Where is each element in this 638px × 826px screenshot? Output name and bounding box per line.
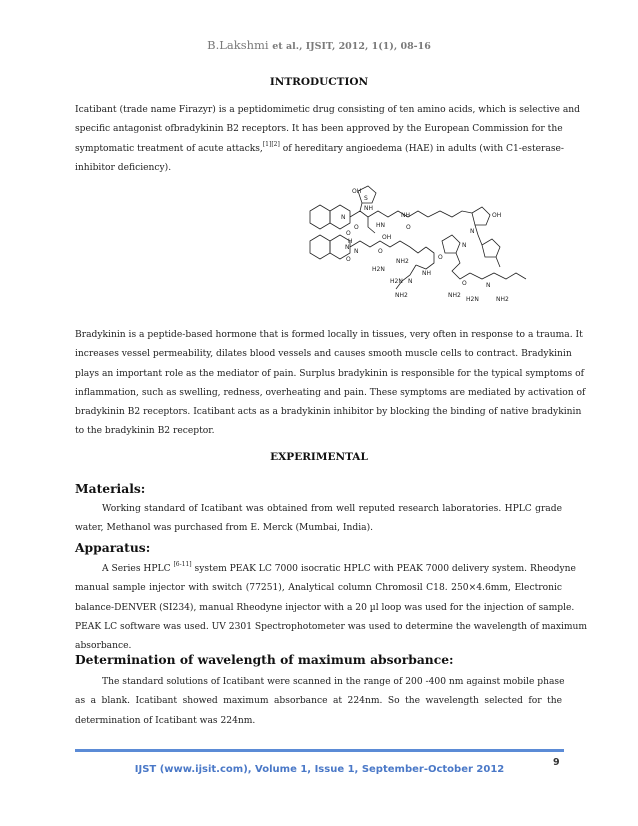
bradykinin-paragraph xyxy=(75,326,586,442)
molecule-label: NH xyxy=(422,270,431,277)
bradykinin-line: plays an important role as the mediator of pain. Surplus bradykinin is responsible for the typical symptoms of xyxy=(75,368,584,379)
molecule-label: NH2 xyxy=(496,296,509,303)
page-number: 9 xyxy=(553,757,560,768)
materials-paragraph xyxy=(75,500,562,539)
molecule-label: N xyxy=(462,242,467,249)
bradykinin-line: increases vessel permeability, dilates blood vessels and causes smooth muscle cells to contract. Bradykinin xyxy=(75,349,572,360)
apparatus-line: absorbance. xyxy=(75,641,132,652)
wavelength-heading: Determination of wavelength of maximum absorbance: xyxy=(75,652,454,667)
bradykinin-line: Bradykinin is a peptide-based hormone that is formed locally in tissues, very often in response to a trauma. It xyxy=(75,330,583,340)
apparatus-line: A Series HPLC [6-11] system PEAK LC 7000 isocratic HPLC with PEAK 7000 delivery system. Rheodyne xyxy=(102,561,576,574)
apparatus-heading: Apparatus: xyxy=(75,540,151,555)
materials-line: Working standard of Icatibant was obtained from well reputed research laboratories. HPLC grade xyxy=(102,504,562,514)
intro-ref: [1][2] xyxy=(262,140,280,148)
intro-line: symptomatic treatment of acute attacks,[1][2] of hereditary angioedema (HAE) in adults (with C1-esterase- xyxy=(75,140,565,154)
bradykinin-line: to the bradykinin B2 receptor. xyxy=(75,426,215,437)
apparatus-ref: [6-11] xyxy=(173,561,192,568)
intro-paragraph xyxy=(75,101,581,178)
molecule-label: O xyxy=(346,256,351,263)
molecule-label: OH xyxy=(382,234,392,241)
molecule-label: O xyxy=(462,280,467,287)
molecule-label: N xyxy=(341,214,346,221)
molecule-label: N xyxy=(408,278,413,285)
intro-line: specific antagonist ofbradykinin B2 receptors. It has been approved by the European Commission for the xyxy=(75,124,563,135)
molecule-label: N xyxy=(345,244,350,251)
intro-line: inhibitor deficiency). xyxy=(75,162,172,173)
bradykinin-line: inflammation, such as swelling, redness, overheating and pain. These symptoms are mediated by activation of xyxy=(75,387,586,398)
apparatus-line: manual sample injector with switch (77251), Analytical column Chromosil C18. 250×4.6mm, Electronic xyxy=(75,583,562,594)
molecule-label: H2N xyxy=(466,296,479,303)
apparatus-line: balance-DENVER (SI234), manual Rheodyne injector with a 20 µl loop was used for the injection of sample. xyxy=(75,602,575,613)
header-citation: et al., IJSIT, 2012, 1(1), 08-16 xyxy=(272,41,431,52)
molecule-label: N xyxy=(470,228,475,235)
wavelength-line: determination of Icatibant was 224nm. xyxy=(75,715,256,726)
molecule-label: OH xyxy=(492,212,502,219)
molecule-label: NH2 xyxy=(395,292,408,299)
molecule-label: O xyxy=(438,254,443,261)
molecule-label: O xyxy=(354,224,359,231)
molecule-label: H xyxy=(348,238,353,245)
wavelength-line: The standard solutions of Icatibant were scanned in the range of 200 -400 nm against mobile phase xyxy=(102,677,565,687)
molecule-label: NH2 xyxy=(448,292,461,299)
introduction-title: INTRODUCTION xyxy=(269,76,369,88)
icatibant-structure-diagram xyxy=(300,183,540,313)
molecule-label: N xyxy=(486,282,491,289)
molecule-label: H2N xyxy=(390,278,403,285)
molecule-label: NH xyxy=(401,212,410,219)
footer-divider xyxy=(75,749,564,752)
bradykinin-line: bradykinin B2 receptors. Icatibant acts as a bradykinin inhibitor by blocking the binding of native bradykinin xyxy=(75,407,582,418)
header-author: B.Lakshmi xyxy=(207,38,269,52)
apparatus-line: PEAK LC software was used. UV 2301 Spectrophotometer was used to determine the wavelength of maximum xyxy=(75,621,588,632)
molecule-label: OH xyxy=(352,188,362,195)
footer-journal-info: IJST (www.ijsit.com), Volume 1, Issue 1, September-October 2012 xyxy=(134,764,505,775)
molecule-label: O xyxy=(346,230,351,237)
materials-heading: Materials: xyxy=(75,481,146,496)
molecule-label: HN xyxy=(376,222,385,229)
apparatus-paragraph xyxy=(75,560,588,656)
wavelength-line: as a blank. Icatibant showed maximum absorbance at 224nm. So the wavelength selected for the xyxy=(75,696,562,707)
molecule-label: NH2 xyxy=(396,258,409,265)
molecule-label: H2N xyxy=(372,266,385,273)
molecule-label: NH xyxy=(364,205,373,212)
experimental-title: EXPERIMENTAL xyxy=(270,451,368,463)
wavelength-paragraph xyxy=(75,673,565,731)
molecule-label: O xyxy=(378,248,383,255)
intro-line: Icatibant (trade name Firazyr) is a peptidomimetic drug consisting of ten amino acids, which is selective and xyxy=(75,105,581,115)
running-header xyxy=(0,38,638,52)
molecule-label: S xyxy=(364,195,368,202)
molecule-label: O xyxy=(406,224,411,231)
materials-line: water, Methanol was purchased from E. Merck (Mumbai, India). xyxy=(75,523,374,534)
molecule-label: N xyxy=(354,248,359,255)
